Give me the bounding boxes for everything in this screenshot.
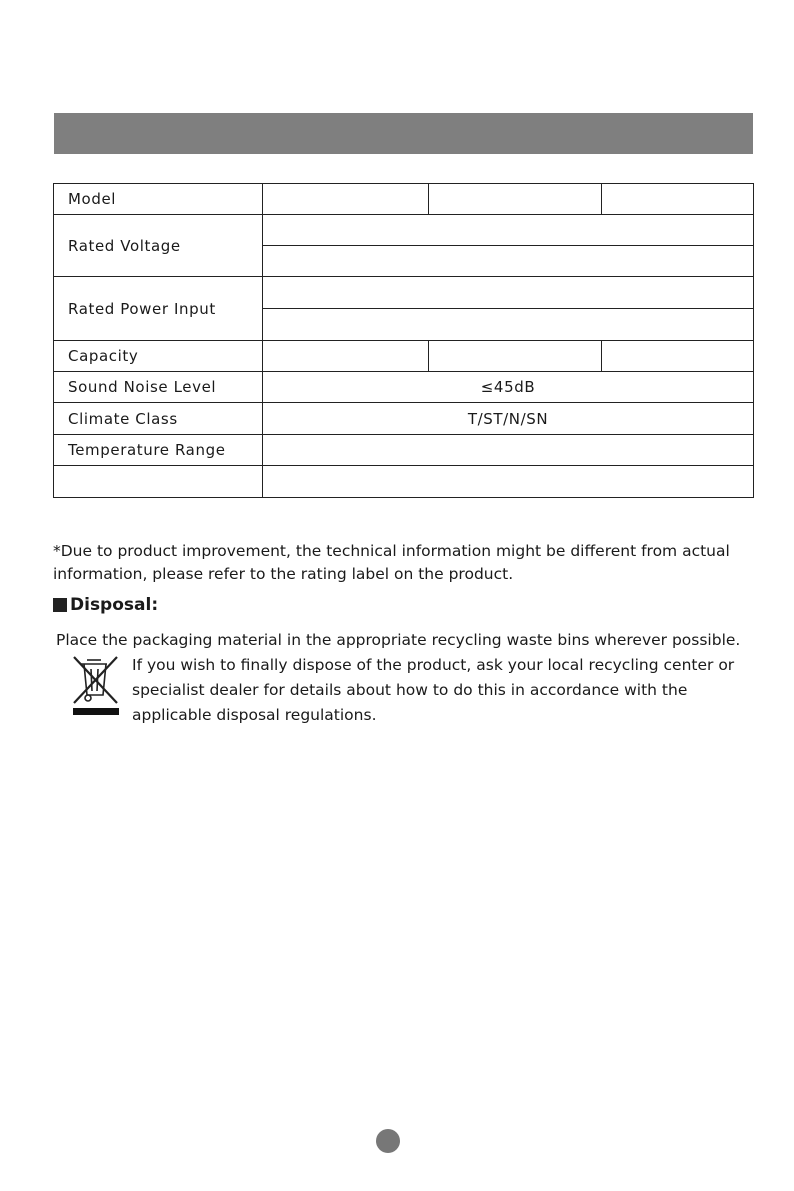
page-number-dot xyxy=(376,1129,400,1153)
spec-value xyxy=(263,246,754,277)
specification-table xyxy=(53,183,754,498)
table-row-sound-noise-level xyxy=(54,372,754,403)
table-row-climate-class xyxy=(54,403,754,435)
spec-label xyxy=(54,466,263,498)
table-row-rated-power-input xyxy=(54,277,754,309)
spec-label: Capacity xyxy=(54,341,263,372)
table-row-model xyxy=(54,184,754,215)
disposal-heading xyxy=(53,593,158,617)
spec-label: Rated Power Input xyxy=(54,277,263,341)
table-row-rated-voltage xyxy=(54,215,754,246)
spec-value xyxy=(263,215,754,246)
spec-value xyxy=(263,341,429,372)
spec-label: Rated Voltage xyxy=(54,215,263,277)
table-row-capacity xyxy=(54,341,754,372)
spec-label: Temperature Range xyxy=(54,435,263,466)
disposal-heading-text: Disposal: xyxy=(70,595,159,615)
spec-value xyxy=(263,435,754,466)
spec-value xyxy=(263,184,429,215)
spec-value xyxy=(602,341,754,372)
spec-value xyxy=(602,184,754,215)
spec-label: Sound Noise Level xyxy=(54,372,263,403)
spec-value xyxy=(263,466,754,498)
spec-value xyxy=(263,277,754,309)
spec-value: ≤45dB xyxy=(263,372,754,403)
spec-value xyxy=(429,184,602,215)
technical-info-footnote: *Due to product improvement, the technical information might be different from actual information, please refer to the rating label on the product. xyxy=(53,542,730,583)
disposal-instructions-text: If you wish to finally dispose of the product, ask your local recycling center or specialist dealer for details about how to do this in accordance with the applicable disposal regulations. xyxy=(132,656,735,724)
crossed-out-wheelie-bin-icon xyxy=(71,655,121,717)
spec-value xyxy=(263,309,754,341)
table-row-blank xyxy=(54,466,754,498)
spec-value: T/ST/N/SN xyxy=(263,403,754,435)
spec-value xyxy=(429,341,602,372)
packaging-recycling-text: Place the packaging material in the appropriate recycling waste bins wherever possible. xyxy=(56,631,741,649)
spec-label: Climate Class xyxy=(54,403,263,435)
section-header-bar xyxy=(54,113,753,154)
spec-label: Model xyxy=(54,184,263,215)
heading-bullet-square xyxy=(53,598,67,612)
table-row-temperature-range xyxy=(54,435,754,466)
